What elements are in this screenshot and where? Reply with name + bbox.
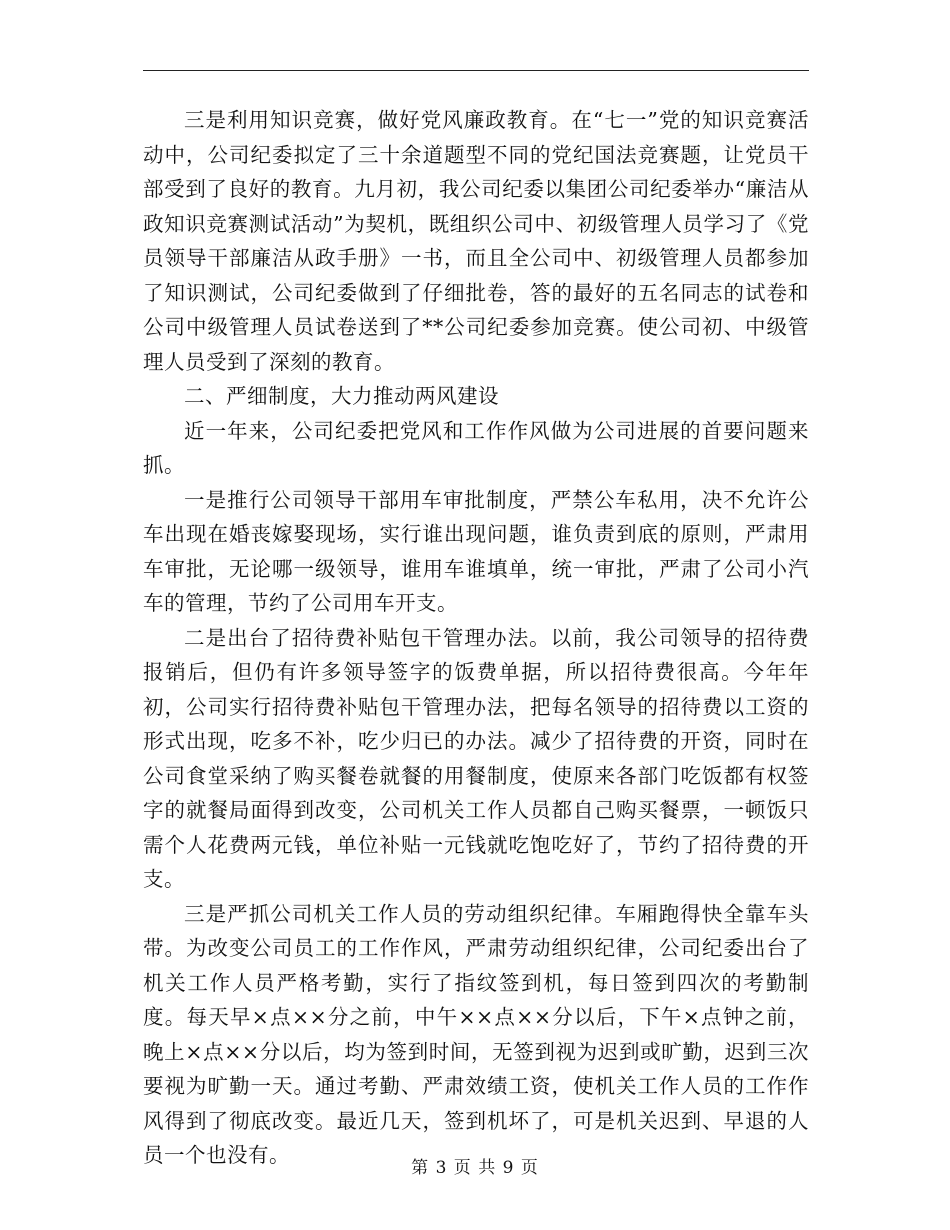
- paragraph-hospitality-allowance: 二是出台了招待费补贴包干管理办法。以前，我公司领导的招待费报销后，但仍有许多领导签字的饭费单据，所以招待费很高。今年年初，公司实行招待费补贴包干管理办法，把每名领导的招待费以工资的形式出现，吃多不补，吃少归已的办法。减少了招待费的开资，同时在公司食堂采纳了购买餐卷就餐的用餐制度，使原来各部门吃饭都有权签字的就餐局面得到改变，公司机关工作人员都自己购买餐票，一顿饭只需个人花费两元钱，单位补贴一元钱就吃饱吃好了，节约了招待费的开支。: [143, 625, 809, 891]
- section-heading: 二、严细制度，大力推动两风建设: [184, 384, 499, 408]
- paragraph-intro: 近一年来，公司纪委把党风和工作作风做为公司进展的首要问题来抓。: [143, 418, 809, 477]
- document-body: [143, 103, 809, 1173]
- header-rule: [143, 70, 809, 71]
- page-number: 第 3 页 共 9 页: [411, 1158, 539, 1178]
- paragraph-knowledge-contest: 三是利用知识竞赛，做好党风廉政教育。在“七一”党的知识竞赛活动中，公司纪委拟定了三十余道题型不同的党纪国法竞赛题，让党员干部受到了良好的教育。九月初，我公司纪委以集团公司纪委举办“廉洁从政知识竞赛测试活动”为契机，既组织公司中、初级管理人员学习了《党员领导干部廉洁从政手册》一书，而且全公司中、初级管理人员都参加了知识测试，公司纪委做到了仔细批卷，答的最好的五名同志的试卷和公司中级管理人员试卷送到了**公司纪委参加竞赛。使公司初、中级管理人员受到了深刻的教育。: [143, 108, 809, 374]
- paragraph-vehicle-approval: 一是推行公司领导干部用车审批制度，严禁公车私用，决不允许公车出现在婚丧嫁娶现场，实行谁出现问题，谁负责到底的原则，严肃用车审批，无论哪一级领导，谁用车谁填单，统一审批，严肃了公司小汽车的管理，节约了公司用车开支。: [143, 487, 809, 615]
- paragraph-labor-discipline: 三是严抓公司机关工作人员的劳动组织纪律。车厢跑得快全靠车头带。为改变公司员工的工作作风，严肃劳动组织纪律，公司纪委出台了机关工作人员严格考勤，实行了指纹签到机，每日签到四次的考勤制度。每天早×点××分之前，中午××点××分以后，下午×点钟之前，晚上×点××分以后，均为签到时间，无签到视为迟到或旷勤，迟到三次要视为旷勤一天。通过考勤、严肃效绩工资，使机关工作人员的工作作风得到了彻底改变。最近几天，签到机坏了，可是机关迟到、早退的人员一个也没有。: [143, 901, 809, 1167]
